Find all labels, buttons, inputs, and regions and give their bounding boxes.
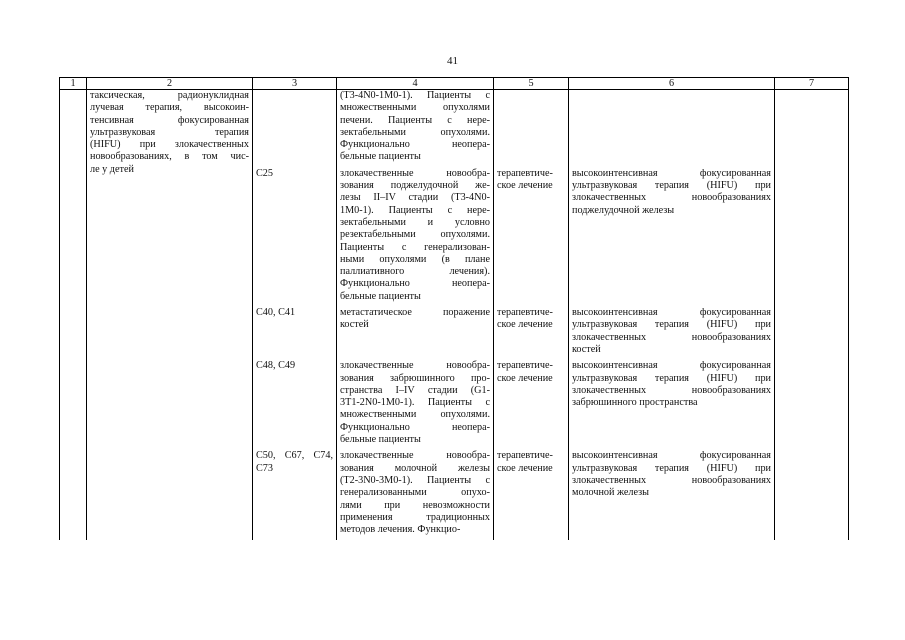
cell-treatment-type: [494, 168, 569, 307]
patient-model-line: зования поджелудочной же-: [340, 180, 490, 192]
column-number-row: [60, 78, 849, 90]
treatment-method-line: злокачественных новообразованиях: [572, 384, 771, 396]
treatment-method-line: ультразвуковая терапия (HIFU) при: [572, 180, 771, 192]
treatment-method-line: ультразвуковая терапия (HIFU) при: [572, 319, 771, 331]
patient-model-line: бельные пациенты: [340, 434, 421, 446]
patient-model-line: костей: [340, 319, 369, 331]
cell-cost: [775, 360, 849, 450]
patient-model-line: печени. Пациенты с нере-: [340, 114, 490, 126]
patient-model-line: Пациенты с генерализован-: [340, 241, 490, 253]
column-number: 5: [494, 78, 569, 90]
patient-model-line: зования забрюшинного про-: [340, 372, 490, 384]
icd-code-line: C50, C67, C74,: [256, 450, 333, 462]
treatment-method-line: ультразвуковая терапия (HIFU) при: [572, 462, 771, 474]
table-row: [60, 307, 849, 360]
cell-patient-model: [337, 168, 494, 307]
column-number: 2: [87, 78, 253, 90]
patient-model-line: лезы II–IV стадии (Т3-4N0-: [340, 192, 490, 204]
patient-model-line: бельные пациенты: [340, 151, 421, 163]
page-number: 41: [447, 55, 458, 67]
patient-model-line: зектабельными опухолями.: [340, 126, 490, 138]
patient-model-line: Функционально неопера-: [340, 139, 490, 151]
treatment-type-line: терапевтиче-: [497, 360, 553, 372]
treatment-method-line: высокоинтенсивная фокусированная: [572, 307, 771, 319]
patient-model-line: (Т2-3N0-3M0-1). Пациенты с: [340, 474, 490, 486]
patient-model-line: множественными опухолями: [340, 102, 490, 114]
method-name-line: таксическая, радионуклидная: [90, 90, 249, 101]
cell-treatment-type: [494, 360, 569, 450]
cell-treatment-method: [569, 450, 775, 540]
method-name-line: лучевая терапия, высокоин-: [90, 102, 249, 114]
column-number: 1: [60, 78, 87, 90]
cell-cost: [775, 168, 849, 307]
method-name-line: ле у детей: [90, 163, 134, 175]
patient-model-line: генерализованными опухо-: [340, 487, 490, 499]
procedures-table: [59, 77, 849, 540]
patient-model-line: зектабельными и условно: [340, 216, 490, 228]
treatment-type-line: ское лечение: [497, 319, 553, 331]
treatment-method-line: злокачественных новообразованиях: [572, 474, 771, 486]
method-name-line: ультразвуковая терапия: [90, 126, 249, 138]
cell-patient-model: [337, 450, 494, 540]
cell-index: [60, 360, 87, 450]
cell-treatment-method: [569, 168, 775, 307]
treatment-method-line: высокоинтенсивная фокусированная: [572, 360, 771, 372]
method-name-line: (HIFU) при злокачественных: [90, 139, 249, 151]
column-number: 4: [337, 78, 494, 90]
cell-patient-model: [337, 90, 494, 168]
cell-treatment-type: [494, 307, 569, 360]
icd-code-line: C48, C49: [256, 360, 296, 372]
cell-index: [60, 168, 87, 307]
cell-treatment-method: [569, 90, 775, 168]
patient-model-line: методов лечения. Функцио-: [340, 524, 461, 536]
patient-model-line: ными опухолями (в плане: [340, 253, 490, 265]
cell-index: [60, 450, 87, 540]
patient-model-line: метастатическое поражение: [340, 307, 490, 319]
patient-model-line: паллиативного лечения).: [340, 266, 490, 278]
treatment-method-line: злокачественных новообразованиях: [572, 192, 771, 204]
patient-model-line: бельные пациенты: [340, 290, 421, 302]
icd-code-line: C25: [256, 167, 273, 179]
column-number: 3: [253, 78, 337, 90]
treatment-type-line: терапевтиче-: [497, 450, 553, 462]
patient-model-line: применения традиционных: [340, 511, 490, 523]
cell-patient-model: [337, 307, 494, 360]
patient-model-line: 1M0-1). Пациенты с нере-: [340, 204, 490, 216]
cell-method-name: [87, 450, 253, 540]
cell-treatment-method: [569, 307, 775, 360]
treatment-type-line: ское лечение: [497, 180, 553, 192]
method-name-line: новообразованиях, в том чис-: [90, 151, 249, 163]
treatment-type-line: ское лечение: [497, 462, 553, 474]
treatment-type-line: терапевтиче-: [497, 167, 553, 179]
patient-model-line: Функционально неопера-: [340, 278, 490, 290]
treatment-method-line: ультразвуковая терапия (HIFU) при: [572, 372, 771, 384]
cell-treatment-type: [494, 90, 569, 168]
treatment-type-line: ское лечение: [497, 372, 553, 384]
cell-patient-model: [337, 360, 494, 450]
column-number: 7: [775, 78, 849, 90]
cell-cost: [775, 450, 849, 540]
cell-cost: [775, 90, 849, 168]
cell-icd-codes: [253, 90, 337, 168]
treatment-method-line: поджелудочной железы: [572, 204, 675, 216]
table-row: [60, 450, 849, 540]
column-number: 6: [569, 78, 775, 90]
treatment-method-line: молочной железы: [572, 487, 650, 499]
patient-model-line: зования молочной железы: [340, 462, 490, 474]
cell-icd-codes: [253, 450, 337, 540]
patient-model-line: Функционально неопера-: [340, 421, 490, 433]
cell-index: [60, 307, 87, 360]
treatment-method-line: высокоинтенсивная фокусированная: [572, 450, 771, 462]
patient-model-line: резектабельными опухолями.: [340, 229, 490, 241]
patient-model-line: злокачественные новообра-: [340, 167, 490, 179]
icd-code-line: C73: [256, 462, 273, 474]
cell-index: [60, 90, 87, 168]
cell-treatment-method: [569, 360, 775, 450]
table-row: [60, 90, 849, 168]
treatment-method-line: забрюшинного пространства: [572, 397, 698, 409]
patient-model-line: злокачественные новообра-: [340, 450, 490, 462]
cell-icd-codes: [253, 307, 337, 360]
cell-method-name: [87, 360, 253, 450]
cell-method-name: [87, 90, 253, 308]
cell-icd-codes: [253, 360, 337, 450]
patient-model-line: лями при невозможности: [340, 499, 490, 511]
treatment-method-line: высокоинтенсивная фокусированная: [572, 167, 771, 179]
patient-model-line: злокачественные новообра-: [340, 360, 490, 372]
icd-code-line: C40, C41: [256, 307, 296, 319]
cell-cost: [775, 307, 849, 360]
treatment-method-line: злокачественных новообразованиях: [572, 331, 771, 343]
cell-method-name: [87, 307, 253, 360]
table-body: [60, 90, 849, 541]
treatment-method-line: костей: [572, 343, 601, 355]
patient-model-line: (Т3-4N0-1M0-1). Пациенты с: [340, 90, 490, 101]
patient-model-line: странства I–IV стадии (G1-: [340, 384, 490, 396]
cell-treatment-type: [494, 450, 569, 540]
patient-model-line: множественными опухолями.: [340, 409, 490, 421]
treatment-type-line: терапевтиче-: [497, 307, 553, 319]
cell-icd-codes: [253, 168, 337, 307]
patient-model-line: 3T1-2N0-1M0-1). Пациенты с: [340, 397, 490, 409]
table-row: [60, 360, 849, 450]
method-name-line: тенсивная фокусированная: [90, 114, 249, 126]
